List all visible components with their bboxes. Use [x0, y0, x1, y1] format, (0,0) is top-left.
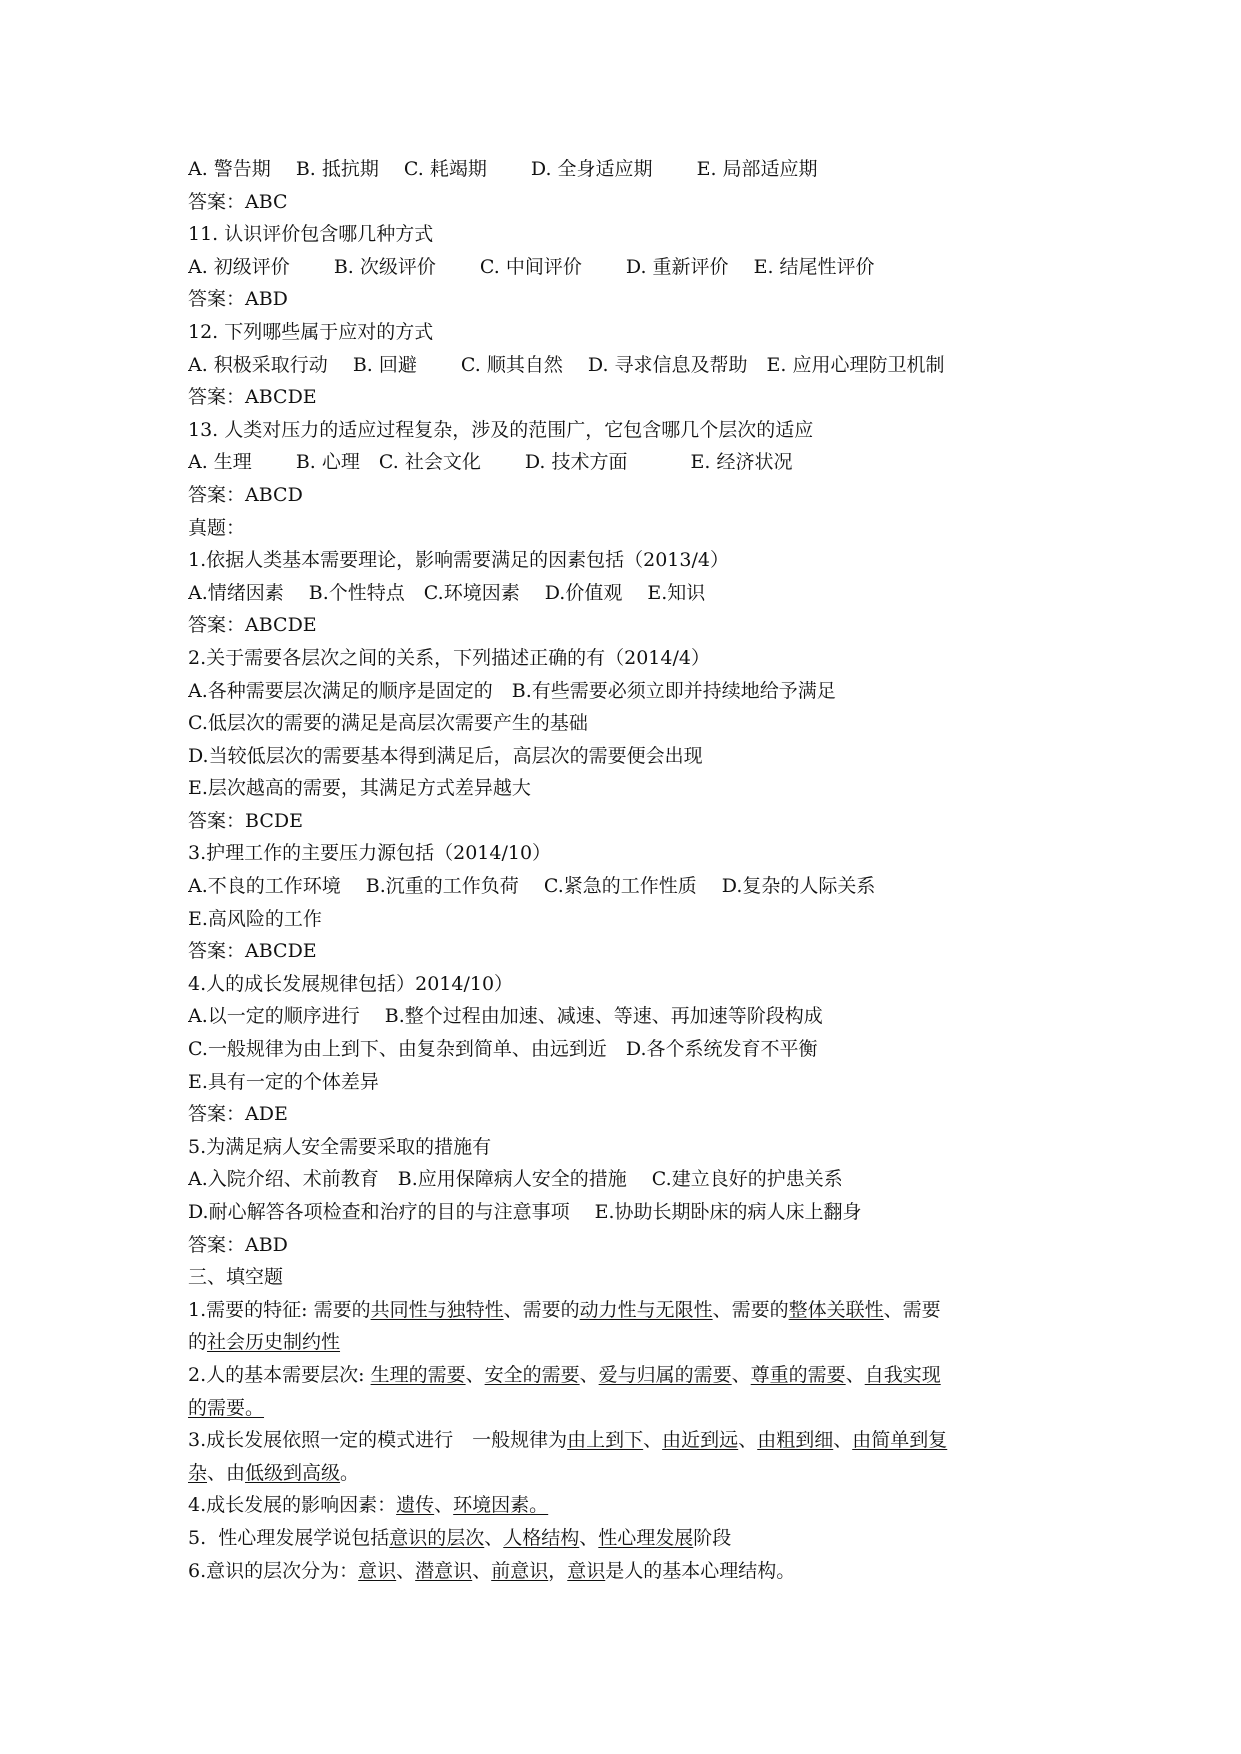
fill-5-sep: 、 [484, 1526, 504, 1549]
fill-3-answer-5: 低级到高级 [245, 1461, 341, 1484]
fill-4-sep: 、 [434, 1494, 454, 1517]
fill-6-sep: 、 [396, 1559, 416, 1582]
fill-2-answer-5: 自我实现 [864, 1363, 941, 1386]
fill-2-sep: 、 [465, 1363, 485, 1386]
fill-1-answer-4: 社会历史制约性 [207, 1331, 341, 1354]
q11-answer: 答案：ABD [188, 288, 288, 311]
fill-2-answer-2: 安全的需要 [484, 1363, 580, 1386]
exam-q3-option-ad: A.不良的工作环境 B.沉重的工作负荷 C.紧急的工作性质 D.复杂的人际关系 [188, 875, 876, 898]
fill-1-text-2: 、需要的 [712, 1298, 789, 1321]
fill-6-sep: 、 [472, 1559, 492, 1582]
fill-1-text-1: 、需要的 [503, 1298, 580, 1321]
fill-3-answer-1: 由上到下 [567, 1429, 644, 1452]
exam-q2-option-ab: A.各种需要层次满足的顺序是固定的 B.有些需要必须立即并持续地给予满足 [188, 679, 836, 702]
fill-item-1-cont [188, 1326, 1068, 1359]
fill-blank-heading: 三、填空题 [188, 1266, 284, 1289]
fill-3-answer-3: 由粗到细 [757, 1429, 834, 1452]
fill-5-sep: 、 [579, 1526, 599, 1549]
fill-item-4 [188, 1489, 1068, 1522]
exam-q5-title: 5.为满足病人安全需要采取的措施有 [188, 1135, 492, 1158]
exam-q3-answer: 答案：ABCDE [188, 940, 317, 963]
fill-5-prefix: 5. 性心理发展学说包括 [188, 1526, 390, 1549]
fill-5-answer-2: 人格结构 [503, 1526, 580, 1549]
fill-1-answer-2: 动力性与无限性 [579, 1298, 713, 1321]
fill-6-comma: ， [548, 1559, 568, 1582]
exam-q5-answer: 答案：ABD [188, 1233, 288, 1256]
exam-q2-option-e: E.层次越高的需要，其满足方式差异越大 [188, 777, 531, 800]
fill-item-2 [188, 1359, 1068, 1392]
fill-item-3 [188, 1424, 1068, 1457]
fill-2-answer-4: 尊重的需要 [750, 1363, 846, 1386]
q12-options: A. 积极采取行动 B. 回避 C. 顺其自然 D. 寻求信息及帮助 E. 应用心理防卫机制 [188, 353, 945, 376]
exam-q4-option-e: E.具有一定的个体差异 [188, 1070, 379, 1093]
fill-3-answer-4-cont: 杂 [188, 1461, 208, 1484]
fill-6-prefix: 6.意识的层次分为： [188, 1559, 359, 1582]
exam-q3-title: 3.护理工作的主要压力源包括（2014/10） [188, 842, 552, 865]
exam-q4-option-ab: A.以一定的顺序进行 B.整个过程由加速、减速、等速、再加速等阶段构成 [188, 1005, 823, 1028]
q13-title: 13. 人类对压力的适应过程复杂，涉及的范围广，它包含哪几个层次的适应 [188, 418, 814, 441]
fill-5-answer-1: 意识的层次 [389, 1526, 485, 1549]
fill-6-answer-1: 意识 [358, 1559, 397, 1582]
q13-answer: 答案：ABCD [188, 483, 303, 506]
exam-q4-title: 4.人的成长发展规律包括）2014/10） [188, 972, 514, 995]
fill-item-1 [188, 1294, 1068, 1327]
exam-q4-answer: 答案：ADE [188, 1103, 288, 1126]
fill-3-answer-4: 由简单到复 [852, 1429, 948, 1452]
fill-3-sep: 、 [738, 1429, 758, 1452]
fill-3-sep: 、 [833, 1429, 853, 1452]
q13-options: A. 生理 B. 心理 C. 社会文化 D. 技术方面 E. 经济状况 [188, 451, 793, 474]
exam-q1-options: A.情绪因素 B.个性特点 C.环境因素 D.价值观 E.知识 [188, 581, 706, 604]
fill-6-answer-4: 意识 [567, 1559, 606, 1582]
fill-2-sep: 、 [731, 1363, 751, 1386]
fill-3-answer-2: 由近到远 [662, 1429, 739, 1452]
exam-q4-option-cd: C.一般规律为由上到下、由复杂到简单、由远到近 D.各个系统发育不平衡 [188, 1038, 818, 1061]
q11-options: A. 初级评价 B. 次级评价 C. 中间评价 D. 重新评价 E. 结尾性评价 [188, 255, 875, 278]
q12-answer: 答案：ABCDE [188, 386, 317, 409]
exam-q1-title: 1.依据人类基本需要理论，影响需要满足的因素包括（2013/4） [188, 549, 729, 572]
fill-item-2-cont [188, 1392, 1068, 1425]
document-body [188, 153, 1068, 1587]
exam-q1-answer: 答案：ABCDE [188, 614, 317, 637]
fill-2-answer-3: 爱与归属的需要 [598, 1363, 732, 1386]
fill-1-answer-3: 整体关联性 [788, 1298, 884, 1321]
q11-title: 11. 认识评价包含哪几种方式 [188, 223, 434, 246]
exam-q2-title: 2.关于需要各层次之间的关系，下列描述正确的有（2014/4） [188, 646, 710, 669]
fill-1-prefix: 1.需要的特征: 需要的 [188, 1298, 371, 1321]
exam-q3-option-e: E.高风险的工作 [188, 907, 322, 930]
fill-4-prefix: 4.成长发展的影响因素： [188, 1494, 397, 1517]
fill-item-5 [188, 1522, 1068, 1555]
q10-options: A. 警告期 B. 抵抗期 C. 耗竭期 D. 全身适应期 E. 局部适应期 [188, 158, 818, 180]
q12-title: 12. 下列哪些属于应对的方式 [188, 320, 434, 343]
fill-5-answer-3: 性心理发展 [598, 1526, 694, 1549]
q10-answer: 答案：ABC [188, 190, 288, 213]
exam-q2-answer: 答案：BCDE [188, 809, 303, 832]
fill-1-text-3: 、需要 [883, 1298, 941, 1321]
fill-2-sep: 、 [579, 1363, 599, 1386]
fill-6-answer-3: 前意识 [491, 1559, 549, 1582]
fill-6-end: 是人的基本心理结构。 [605, 1559, 796, 1582]
fill-3-sep: 、 [643, 1429, 663, 1452]
exam-q2-option-d: D.当较低层次的需要基本得到满足后，高层次的需要便会出现 [188, 744, 703, 767]
fill-2-answer-5-cont: 的需要。 [188, 1396, 265, 1419]
exam-q5-option-abc: A.入院介绍、术前教育 B.应用保障病人安全的措施 C.建立良好的护患关系 [188, 1168, 843, 1191]
fill-3-end: 。 [340, 1461, 360, 1484]
fill-2-sep: 、 [845, 1363, 865, 1386]
fill-2-prefix: 2.人的基本需要层次: [188, 1363, 371, 1386]
exam-q2-option-c: C.低层次的需要的满足是高层次需要产生的基础 [188, 712, 588, 735]
fill-item-6 [188, 1555, 1068, 1588]
fill-4-answer-1: 遗传 [396, 1494, 435, 1517]
fill-3-mid: 、由 [207, 1461, 246, 1484]
fill-4-answer-2: 环境因素。 [453, 1494, 549, 1517]
fill-item-3-cont [188, 1457, 1068, 1490]
exam-q5-option-de: D.耐心解答各项检查和治疗的目的与注意事项 E.协助长期卧床的病人床上翻身 [188, 1201, 862, 1223]
past-exams-heading: 真题： [188, 516, 246, 539]
fill-6-answer-2: 潜意识 [415, 1559, 473, 1582]
fill-1-text-4: 的 [188, 1331, 208, 1354]
fill-2-answer-1: 生理的需要 [370, 1363, 466, 1386]
fill-3-prefix: 3.成长发展依照一定的模式进行 一般规律为 [188, 1429, 568, 1452]
fill-5-end: 阶段 [693, 1526, 732, 1549]
fill-1-answer-1: 共同性与独特性 [370, 1298, 504, 1321]
